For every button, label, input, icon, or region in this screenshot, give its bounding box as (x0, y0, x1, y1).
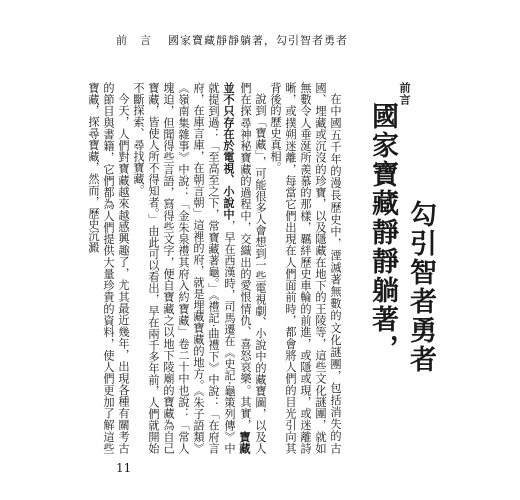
paragraph-2-text: 說到「寶藏」，可能很多人會想到一些電視劇、小說中的藏寶圖，以及人們在探尋神秘寶藏的過程中，交織出的愛恨情仇、喜怒哀樂。其實， (239, 82, 267, 454)
running-head (116, 32, 348, 48)
running-head-title: 國家寶藏靜靜躺著，勾引智者勇者 (168, 34, 348, 47)
section-label: 前言 (398, 82, 411, 106)
page-number: 11 (116, 461, 132, 475)
paragraph-2-text-continued: ，早在西漢時，司馬遷在《史記·龜策列傳》中就提到過：「至高至之下，常寶藏著龜。」《禮記·曲禮下》中說：「在府言府，在庫言庫，在朝言朝」這裡的府，就是埋藏寶藏的地方。《朱子語類》《嶺南集雜事》中說：「金朱泉禮其府入約寶藏」卷二十中也說：「常人塊迫，但聞得些言語，寫得些文字，便自寶藏之以地下陵廟的寶藏為自己寶藏，皆使人所不得知者。」由此可以看出，早在兩千多年前，人們就開始不斷探索、尋找寶藏。 (132, 82, 236, 454)
paragraph-1: 在中國五千年的漫長歷史中，湮滅著無數的文化謎團，包括消失的古國、埋藏或沉沒的珍寶，以及隱藏在地下的王陵等，這些文化謎團，就如無數令人垂涎所羨慕的那樣，羈絆歷史車輪的前進，或隱或現，或迷離詩晰，或撲朔迷離，每當它們出現在人們面前時，都會將人們的目光引向其背後的歷史真相。 (269, 82, 342, 454)
chapter-title-line-1: 國家寶藏靜靜躺著， (367, 102, 398, 363)
paragraph-2 (131, 82, 268, 454)
body-text (87, 82, 343, 455)
paragraph-3: 今天，人們對寶藏越來越感興趣了，尤其最近幾年，出現各種有關考古的節目與書籍，它們都為人們提供大量珍貴的資料，使人們更加了解這些寶藏，探尋寶藏，然而，歷史沉澱 (87, 82, 130, 454)
chapter-title-block (352, 82, 442, 454)
chapter-title-line-2: 勾引智者勇者 (405, 200, 436, 374)
running-head-section: 前 言 (116, 34, 152, 47)
paragraph-2-emphasis: 寶藏並不只存在於電視、小說中 (222, 82, 252, 455)
